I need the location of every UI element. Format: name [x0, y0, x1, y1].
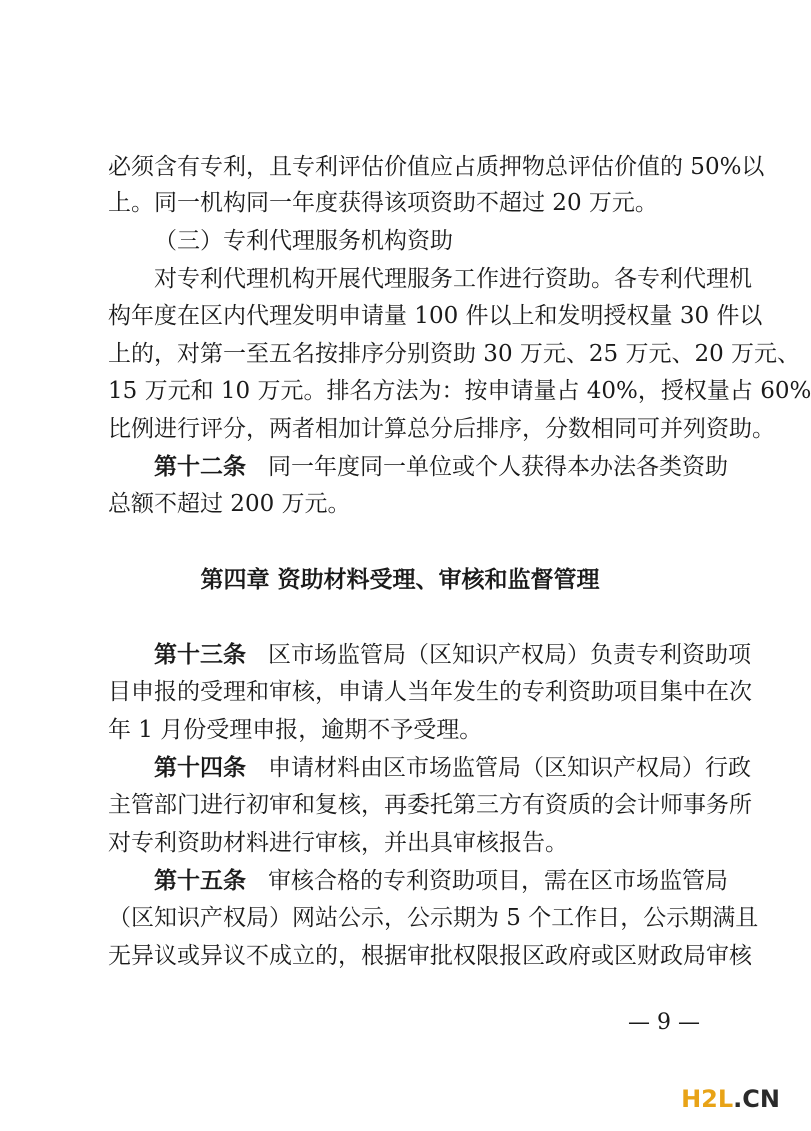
text-line-2: 上。同一机构同一年度获得该项资助不超过 20 万元。 [108, 190, 658, 216]
article-13-title: 第十三条 [154, 642, 246, 668]
article-12-title: 第十二条 [154, 454, 246, 480]
site-watermark [681, 1085, 780, 1113]
article-15-title: 第十五条 [154, 868, 246, 894]
text-line-8: 比例进行评分，两者相加计算总分后排序，分数相同可并列资助。 [108, 416, 775, 442]
article-14-title: 第十四条 [154, 755, 246, 781]
text-line-18: （区知识产权局）网站公示，公示期为 5 个工作日，公示期满且 [108, 905, 759, 931]
text-line-6: 上的，对第一至五名按排序分别资助 30 万元、25 万元、20 万元、 [108, 341, 801, 367]
text-line-10: 总额不超过 200 万元。 [108, 491, 351, 517]
text-line-16: 对专利资助材料进行审核，并出具审核报告。 [108, 830, 568, 856]
text-line-4: 对专利代理机构开展代理服务工作进行资助。各专利代理机 [154, 266, 752, 292]
text-line-15: 主管部门进行初审和复核，再委托第三方有资质的会计师事务所 [108, 792, 752, 818]
article-15 [154, 866, 728, 896]
section-heading-3: （三）专利代理服务机构资助 [154, 228, 453, 254]
text-line-13: 年 1 月份受理申报，逾期不予受理。 [108, 717, 483, 743]
article-15-text: 审核合格的专利资助项目，需在区市场监管局 [268, 868, 728, 894]
article-13-text: 区市场监管局（区知识产权局）负责专利资助项 [268, 642, 751, 668]
text-line-5: 构年度在区内代理发明申请量 100 件以上和发明授权量 30 件以 [108, 303, 763, 329]
article-12 [154, 452, 728, 482]
article-14-text: 申请材料由区市场监管局（区知识产权局）行政 [268, 755, 751, 781]
watermark-h2l: H2L [681, 1085, 734, 1113]
text-line-19: 无异议或异议不成立的，根据审批权限报区政府或区财政局审核 [108, 943, 752, 969]
text-line-7: 15 万元和 10 万元。排名方法为：按申请量占 40%，授权量占 60% [108, 378, 811, 404]
text-line-1: 必须含有专利，且专利评估价值应占质押物总评估价值的 50%以 [108, 154, 765, 180]
text-line-12: 目申报的受理和审核，申请人当年发生的专利资助项目集中在次 [108, 679, 752, 705]
article-13 [154, 640, 751, 670]
article-12-text: 同一年度同一单位或个人获得本办法各类资助 [268, 454, 728, 480]
watermark-cn: .CN [733, 1085, 780, 1113]
article-14 [154, 753, 751, 783]
chapter-heading: 第四章 资助材料受理、审核和监督管理 [200, 567, 600, 593]
page-number: — 9 — [628, 1010, 700, 1035]
